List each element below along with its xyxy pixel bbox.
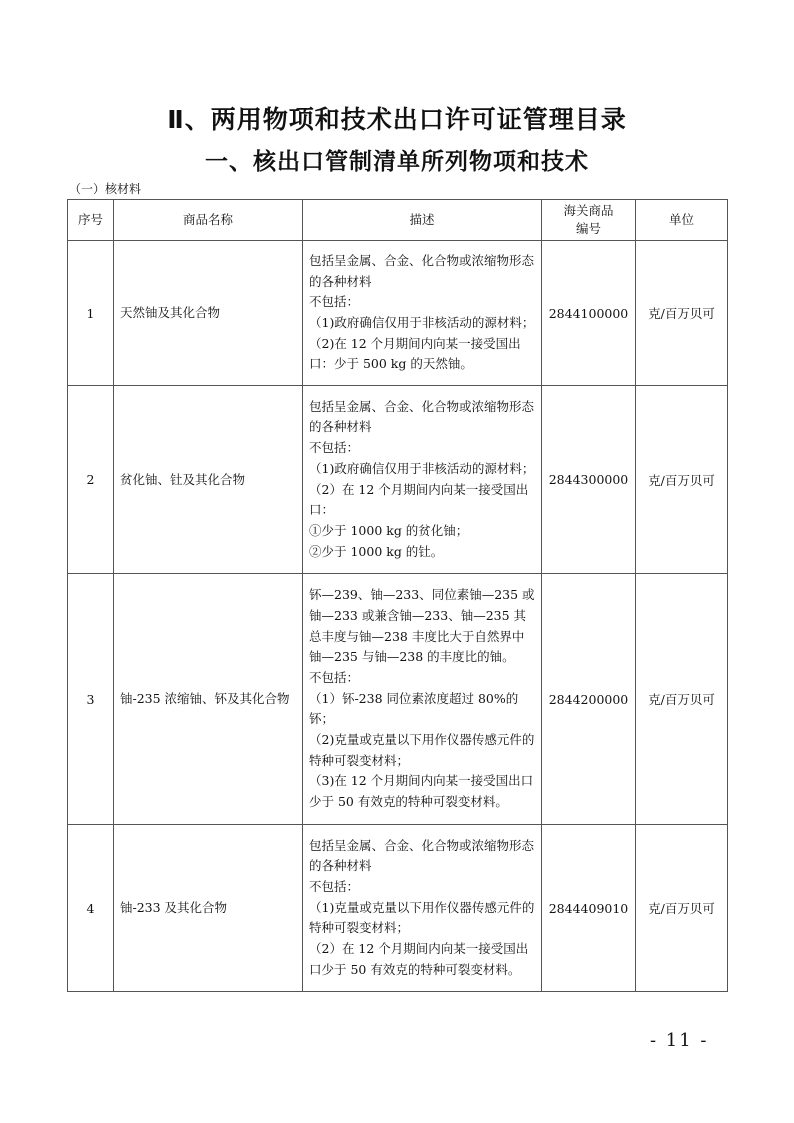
- desc-line: （2）在 12 个月期间内向某一接受国出口：: [309, 481, 529, 518]
- desc-line: 不包括：: [309, 294, 360, 310]
- row-unit: 克/百万贝可: [636, 825, 728, 992]
- desc-line: （1)政府确信仅用于非核活动的源材料；: [309, 460, 535, 476]
- header-code: [542, 200, 636, 241]
- desc-line: 钚—239、铀—233、同位素铀—235 或铀—233 或兼含铀—233、铀—235 其总丰度与铀—238 丰度比大于自然界中铀—235 与铀—238 的丰度比的铀。: [309, 587, 535, 665]
- table-header-row: [68, 200, 728, 241]
- header-name: 商品名称: [114, 200, 303, 241]
- row-name: 贫化铀、钍及其化合物: [114, 386, 303, 574]
- row-name: 天然铀及其化合物: [114, 241, 303, 386]
- table-row: [68, 825, 728, 992]
- main-title: Ⅱ、两用物项和技术出口许可证管理目录: [167, 105, 627, 134]
- header-seq: 序号: [68, 200, 114, 241]
- header-code-line1: 海关商品: [563, 203, 614, 218]
- desc-line: （1）钚-238 同位素浓度超过 80%的钚；: [309, 690, 519, 727]
- row-code: 2844409010: [542, 825, 636, 992]
- row-seq: 4: [68, 825, 114, 992]
- page-number: - 11 -: [650, 1030, 709, 1051]
- row-seq: 1: [68, 241, 114, 386]
- desc-line: （2）在 12 个月期间内向某一接受国出口少于 50 有效克的特种可裂变材料。: [309, 941, 529, 977]
- desc-line: ②少于 1000 kg 的钍。: [309, 543, 444, 559]
- sub-title: 一、核出口管制清单所列物项和技术: [205, 149, 589, 175]
- export-control-table: [67, 199, 728, 992]
- row-desc: [303, 241, 542, 386]
- table-row: [68, 386, 728, 574]
- desc-line: 不包括：: [309, 878, 360, 894]
- desc-line: 包括呈金属、合金、化合物或浓缩物形态的各种材料: [309, 252, 535, 289]
- table-row: [68, 241, 728, 386]
- row-unit: 克/百万贝可: [636, 386, 728, 574]
- desc-line: （2)在 12 个月期间内向某一接受国出口：少于 500 kg 的天然铀。: [309, 335, 521, 372]
- table-row: [68, 574, 728, 825]
- desc-line: 不包括：: [309, 669, 360, 685]
- header-desc: 描述: [303, 200, 542, 241]
- row-unit: 克/百万贝可: [636, 574, 728, 825]
- desc-line: 不包括：: [309, 440, 360, 456]
- row-seq: 2: [68, 386, 114, 574]
- header-code-line2: 编号: [575, 221, 601, 236]
- row-desc: [303, 574, 542, 825]
- desc-line: （2)克量或克量以下用作仪器传感元件的特种可裂变材料；: [309, 732, 535, 768]
- row-unit: 克/百万贝可: [636, 241, 728, 386]
- row-code: 2844300000: [542, 386, 636, 574]
- desc-line: ①少于 1000 kg 的贫化铀；: [309, 522, 469, 538]
- row-code: 2844200000: [542, 574, 636, 825]
- header-unit: 单位: [636, 200, 728, 241]
- row-name: 铀-233 及其化合物: [114, 825, 303, 992]
- row-name: 铀-235 浓缩铀、钚及其化合物: [114, 574, 303, 825]
- desc-line: 包括呈金属、合金、化合物或浓缩物形态的各种材料: [309, 398, 535, 435]
- row-seq: 3: [68, 574, 114, 825]
- row-code: 2844100000: [542, 241, 636, 386]
- section-label: （一）核材料: [69, 182, 142, 196]
- desc-line: 包括呈金属、合金、化合物或浓缩物形态的各种材料: [309, 837, 535, 874]
- desc-line: （3)在 12 个月期间内向某一接受国出口少于 50 有效克的特种可裂变材料。: [309, 773, 534, 810]
- desc-line: （1)克量或克量以下用作仪器传感元件的特种可裂变材料；: [309, 899, 535, 936]
- desc-line: （1)政府确信仅用于非核活动的源材料；: [309, 315, 535, 330]
- row-desc: [303, 825, 542, 992]
- row-desc: [303, 386, 542, 574]
